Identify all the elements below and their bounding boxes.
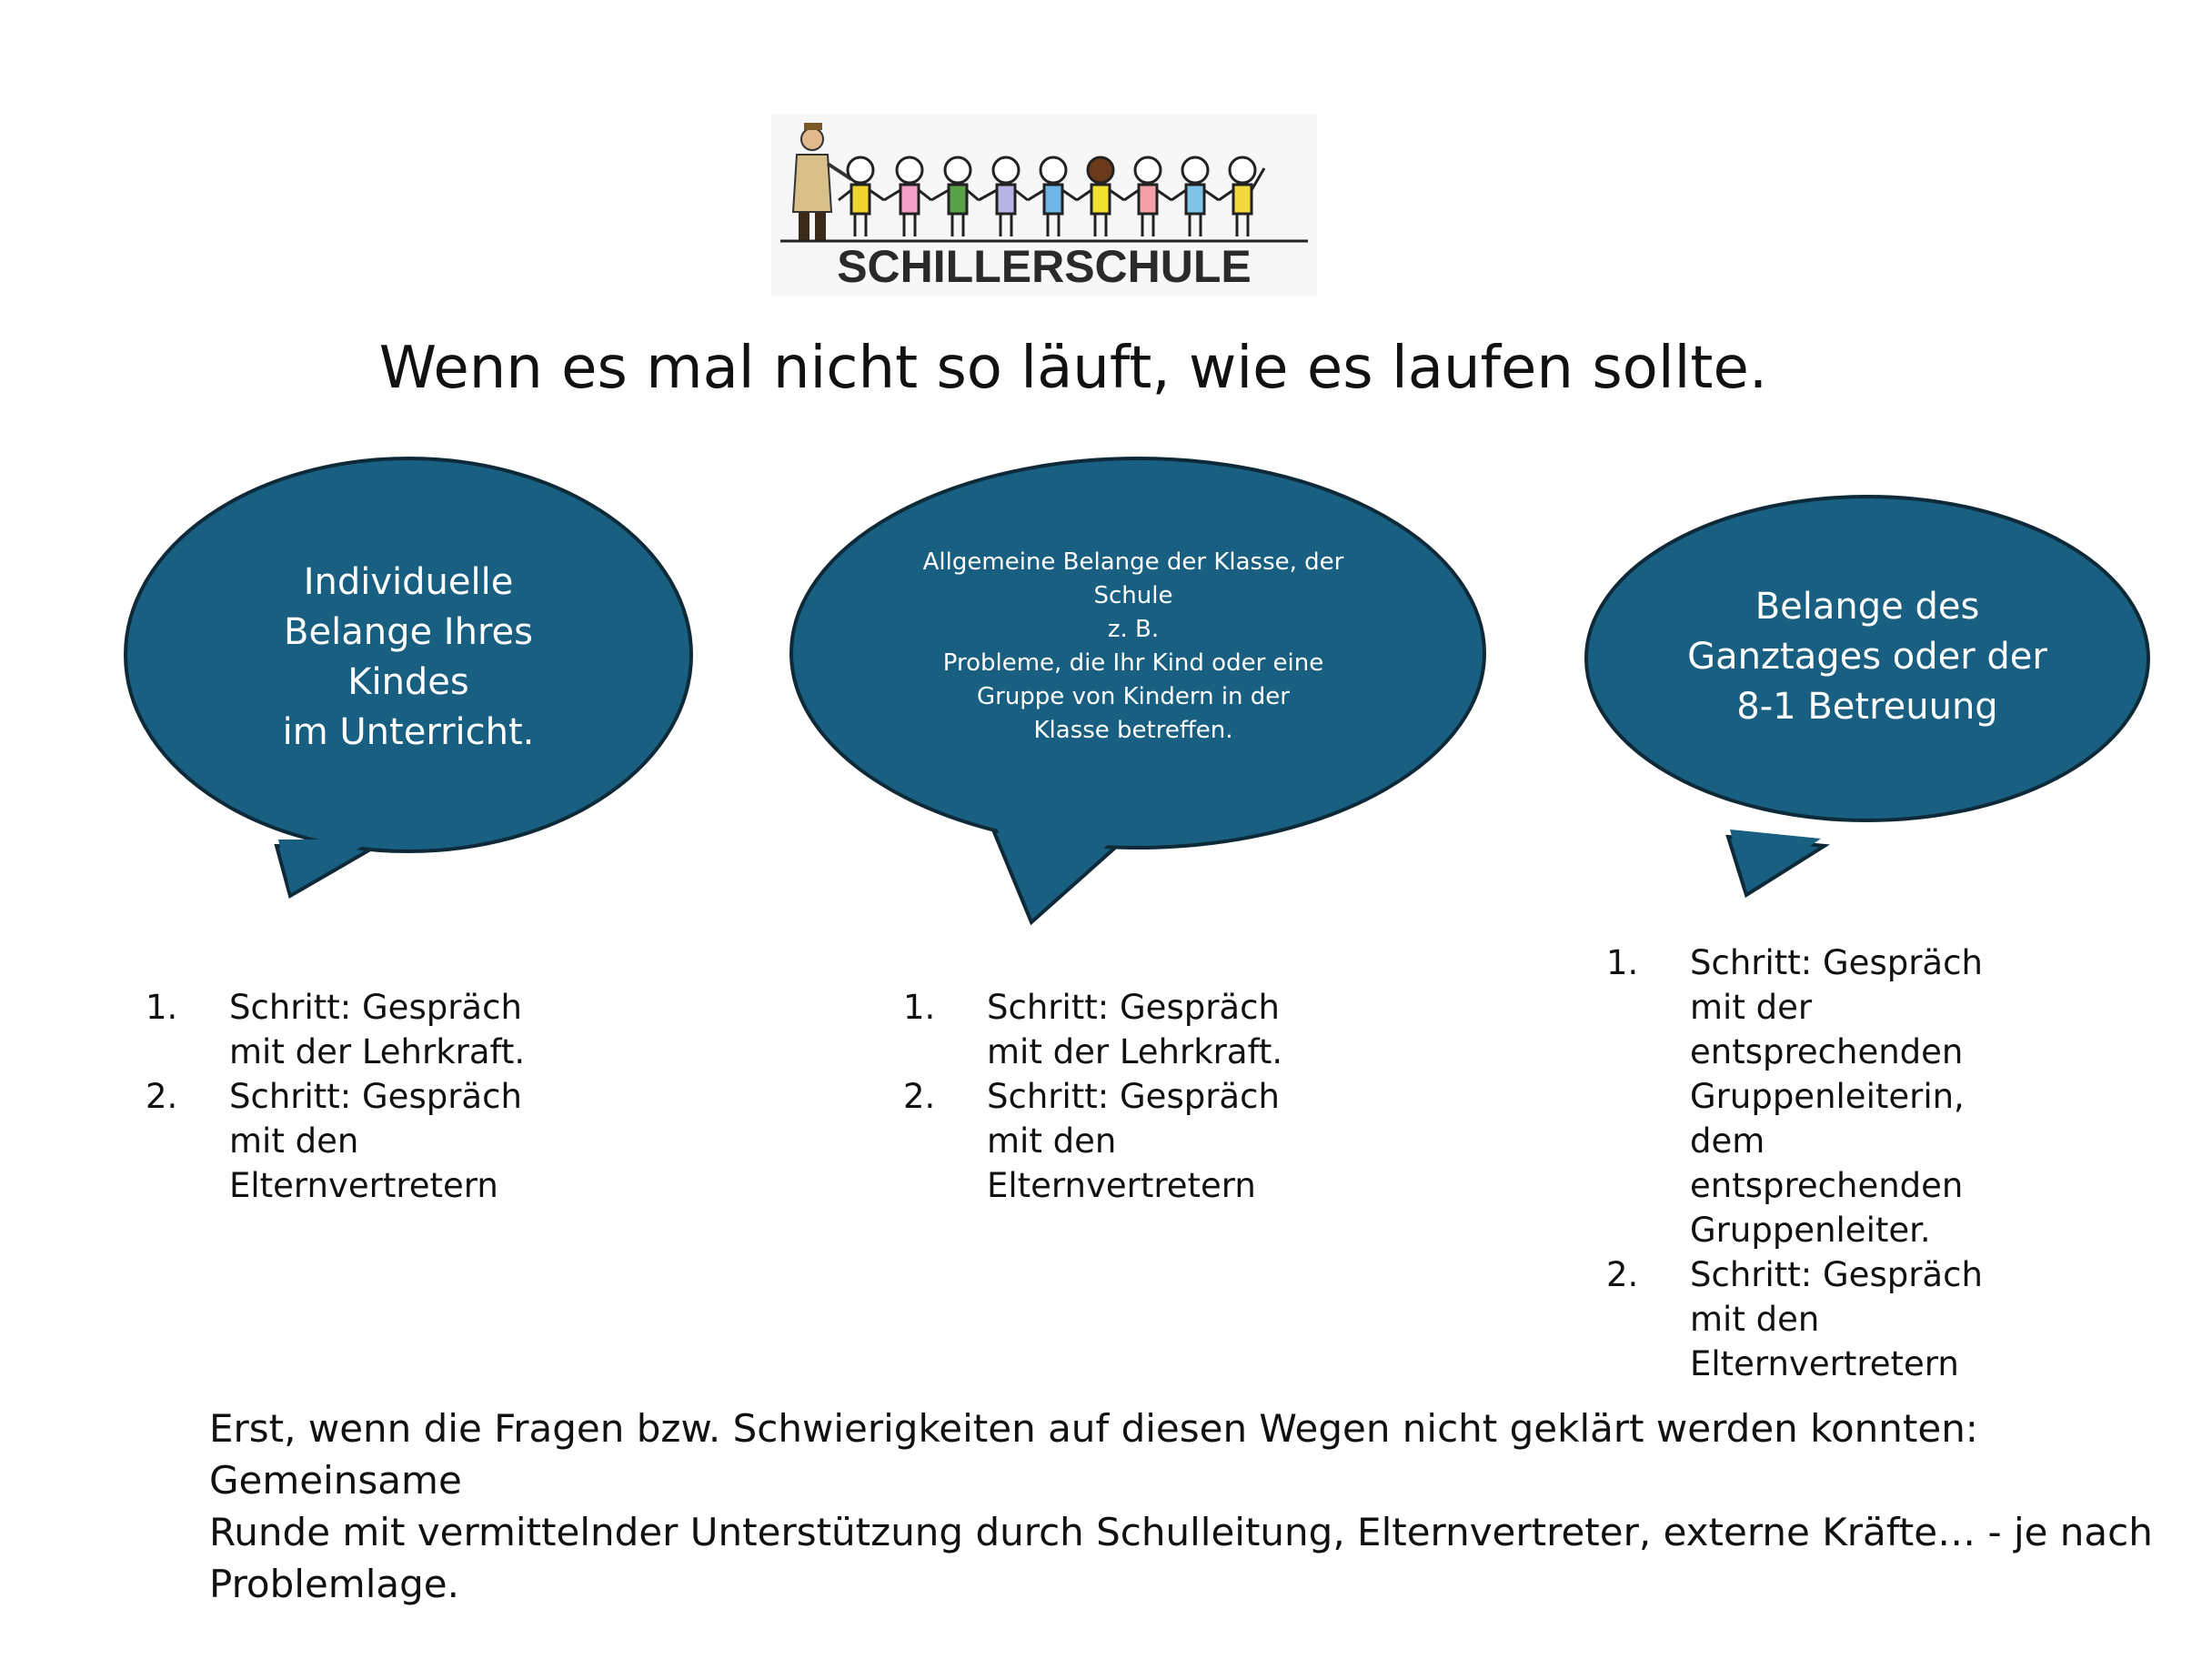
closing-paragraph <box>209 1403 2192 1610</box>
bubble-text <box>1655 557 2079 757</box>
step-line: Schritt: Gespräch <box>229 988 522 1027</box>
closing-line: Problemlage. <box>209 1562 459 1606</box>
bubble-line: Allgemeine Belange der Klasse, der <box>922 548 1344 576</box>
step-line: dem <box>1690 1121 1765 1161</box>
speech-bubble-ganztag <box>1583 493 2152 900</box>
bubble-line: z. B. <box>1107 616 1160 643</box>
step-number: 1. <box>146 988 178 1027</box>
step-number: 2. <box>903 1077 936 1116</box>
bubble-line: Probleme, die Ihr Kind oder eine <box>942 649 1324 677</box>
step-line: entsprechenden <box>1690 1032 1964 1071</box>
step-line: Elternvertretern <box>987 1166 1256 1205</box>
step-line: Schritt: Gespräch <box>987 988 1280 1027</box>
step-line: mit den <box>987 1121 1117 1161</box>
logo-school-name: SCHILLERSCHULE <box>837 241 1252 292</box>
children-chain-illustration <box>771 114 1317 296</box>
bubble-line: Kindes <box>347 661 469 703</box>
step-line: Schritt: Gespräch <box>1690 1255 1983 1294</box>
closing-line: Runde mit vermittelnder Unterstützung durch Schulleitung, Elternvertreter, externe Kräfte… - je nach <box>209 1510 2153 1554</box>
bubble-line: Schule <box>1093 582 1173 609</box>
step-line: Schritt: Gespräch <box>1690 943 1983 982</box>
step-item <box>903 985 1413 1074</box>
step-line: Gruppenleiterin, <box>1690 1077 1965 1116</box>
bubble-line: Belange Ihres <box>284 611 533 653</box>
step-line: mit den <box>229 1121 359 1161</box>
steps-list-ganztag <box>1606 940 2116 1386</box>
step-number: 2. <box>1606 1255 1639 1294</box>
step-line: Schritt: Gespräch <box>229 1077 522 1116</box>
step-item <box>1606 940 2116 1252</box>
bubble-text <box>204 526 613 789</box>
page-title: Wenn es mal nicht so läuft, wie es laufen sollte. <box>378 335 1768 402</box>
speech-bubble-individual <box>122 453 695 908</box>
step-item <box>146 1074 655 1208</box>
step-line: Schritt: Gespräch <box>987 1077 1280 1116</box>
step-line: Elternvertretern <box>1690 1344 1959 1383</box>
step-line: mit den <box>1690 1300 1820 1339</box>
step-number: 1. <box>1606 943 1639 982</box>
step-item <box>146 985 655 1074</box>
bubble-line: Individuelle <box>303 561 514 603</box>
step-item <box>1606 1252 2116 1386</box>
bubble-text <box>897 546 1370 755</box>
step-line: mit der <box>1690 988 1813 1027</box>
steps-list-individual <box>146 985 655 1208</box>
speech-bubble-class <box>788 455 1488 928</box>
steps-list-class <box>903 985 1413 1208</box>
bubble-line: 8-1 Betreuung <box>1736 685 1998 728</box>
step-line: mit der Lehrkraft. <box>229 1032 526 1071</box>
bubble-line: Belange des <box>1755 585 1980 628</box>
bubble-line: im Unterricht. <box>282 711 535 753</box>
step-line: mit der Lehrkraft. <box>987 1032 1283 1071</box>
step-item <box>903 1074 1413 1208</box>
step-line: Elternvertretern <box>229 1166 498 1205</box>
closing-line: Erst, wenn die Fragen bzw. Schwierigkeiten auf diesen Wegen nicht geklärt werden konnten: Gemeinsame <box>209 1406 1978 1503</box>
step-number: 1. <box>903 988 936 1027</box>
school-logo <box>771 114 1317 296</box>
bubble-line: Gruppe von Kindern in der <box>976 683 1290 710</box>
step-line: Gruppenleiter. <box>1690 1211 1931 1250</box>
step-line: entsprechenden <box>1690 1166 1964 1205</box>
bubble-line: Klasse betreffen. <box>1033 717 1233 744</box>
bubble-line: Ganztages oder der <box>1687 635 2047 678</box>
step-number: 2. <box>146 1077 178 1116</box>
